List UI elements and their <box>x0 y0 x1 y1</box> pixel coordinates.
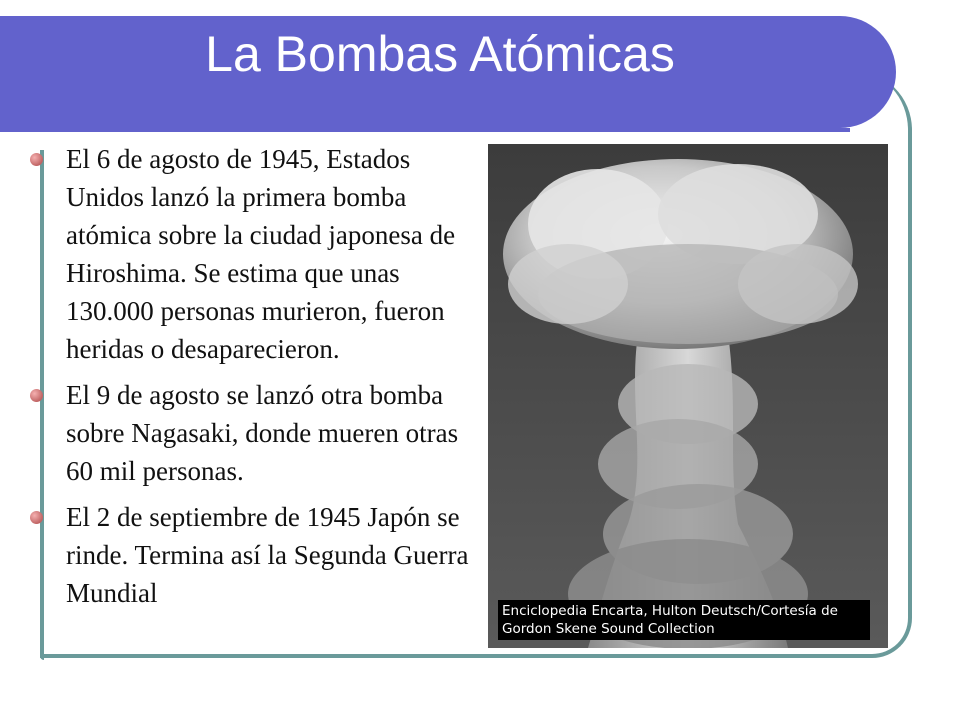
title-underline <box>0 128 850 132</box>
photo-caption <box>498 600 870 640</box>
bullet-dot-icon <box>30 153 43 166</box>
bullet-text: El 2 de septiembre de 1945 Japón se rinde. Termina así la Segunda Guerra Mundial <box>66 502 469 608</box>
bullet-item-surrender <box>30 498 470 612</box>
bullet-item-nagasaki <box>30 376 470 490</box>
slide-title: La Bombas Atómicas <box>205 26 675 82</box>
bullet-dot-icon <box>30 511 43 524</box>
mushroom-cloud-illustration <box>488 144 888 648</box>
bullet-dot-icon <box>30 389 43 402</box>
caption-line-2: Gordon Skene Sound Collection <box>502 621 715 637</box>
caption-line-1: Enciclopedia Encarta, Hulton Deutsch/Cortesía de <box>502 603 838 619</box>
bullet-text: El 6 de agosto de 1945, Estados Unidos lanzó la primera bomba atómica sobre la ciudad japonesa de Hiroshima. Se estima que unas 130.000 personas murieron, fueron heridas o desaparecieron. <box>66 144 456 364</box>
mushroom-cloud-photo <box>488 144 888 648</box>
bullet-text: El 9 de agosto se lanzó otra bomba sobre Nagasaki, donde mueren otras 60 mil personas. <box>66 380 459 486</box>
bullet-item-hiroshima <box>30 140 470 368</box>
bullet-list <box>30 140 470 620</box>
